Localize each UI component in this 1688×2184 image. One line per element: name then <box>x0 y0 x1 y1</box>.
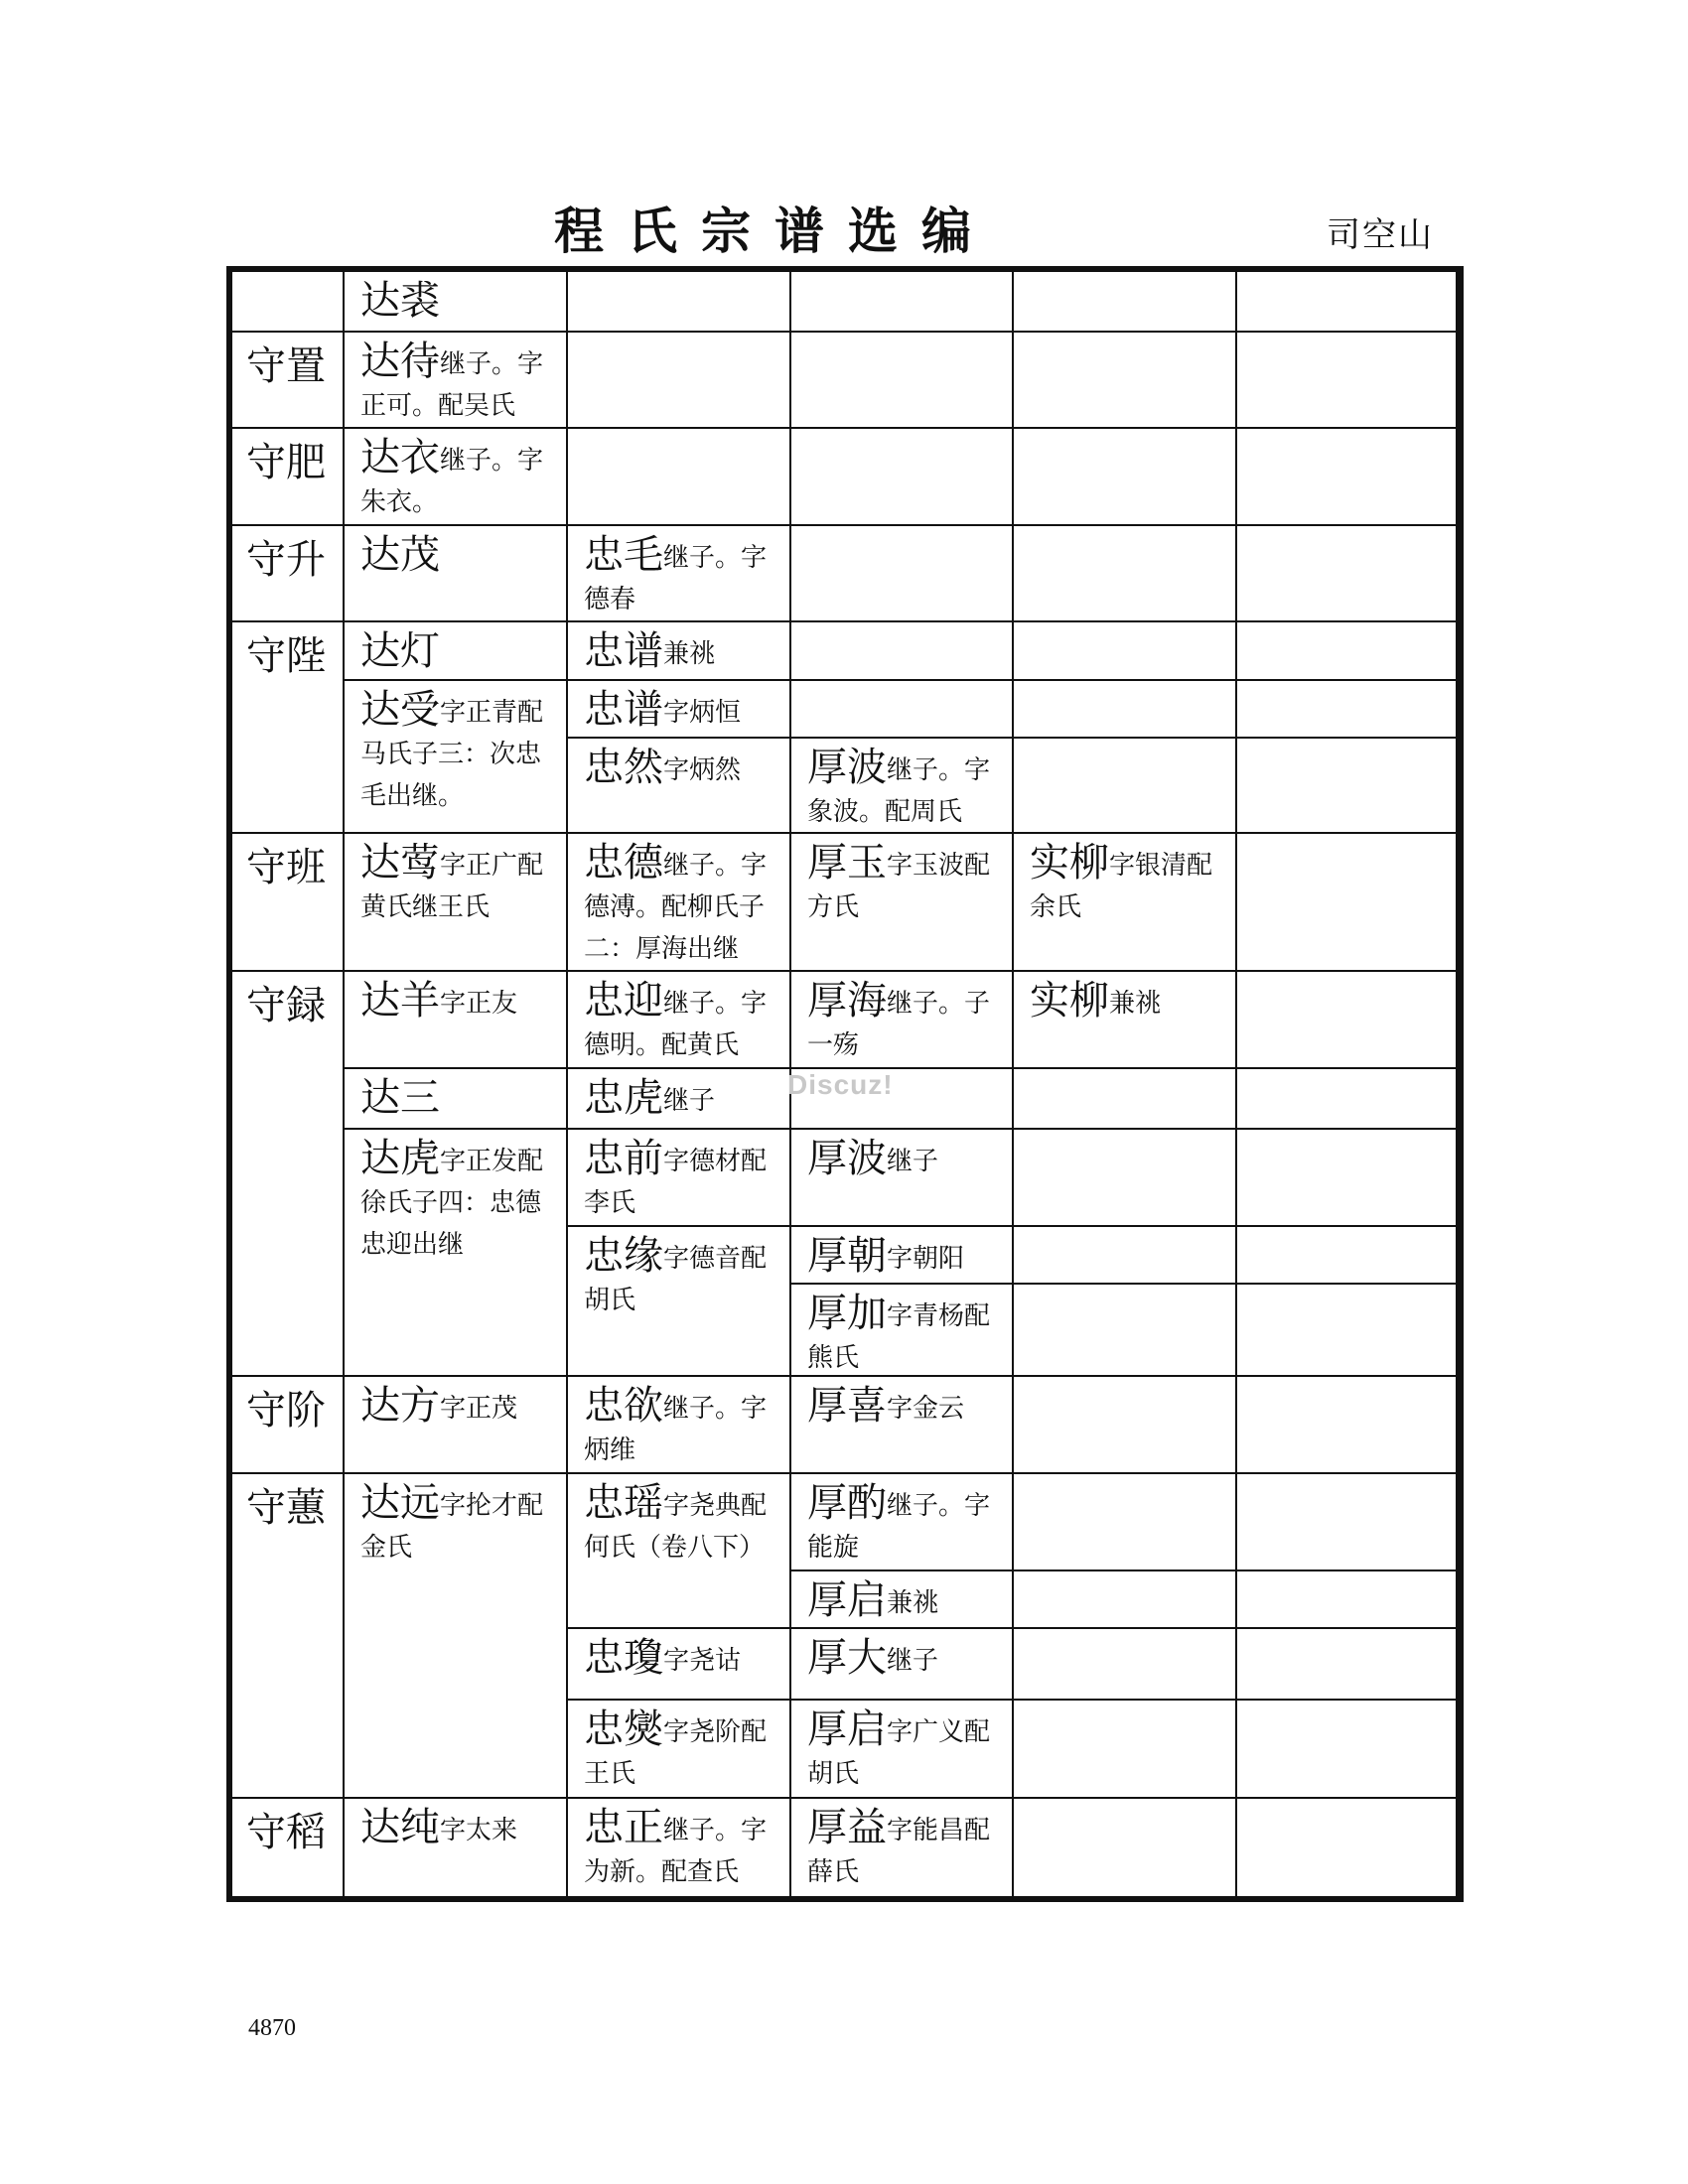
person-entry <box>791 1571 1012 1624</box>
person-name: 忠瓊 <box>584 1635 663 1681</box>
person-entry <box>791 834 1012 928</box>
table-cell <box>1237 1377 1458 1474</box>
person-entry <box>345 972 566 1024</box>
table-cell <box>345 834 568 972</box>
person-name: 忠前 <box>584 1136 663 1181</box>
table-cell <box>1014 1130 1237 1227</box>
table-cell <box>791 333 1014 429</box>
person-name: 忠正 <box>584 1805 663 1850</box>
person-name: 忠迎 <box>584 978 663 1024</box>
person-name: 达羊 <box>360 978 440 1024</box>
table-cell <box>568 1227 791 1377</box>
person-note: 继子。字德溥。配柳氏子二：厚海出继 <box>584 851 768 964</box>
person-entry <box>345 1130 566 1266</box>
table-cell <box>232 272 345 333</box>
table-cell <box>1014 333 1237 429</box>
table-cell <box>791 1799 1014 1896</box>
person-entry <box>568 1701 789 1795</box>
person-name: 达茂 <box>360 532 440 578</box>
person-note: 字银清配余氏 <box>1030 851 1213 922</box>
table-cell <box>1237 1130 1458 1227</box>
table-cell <box>345 526 568 622</box>
person-note: 继子。子一殇 <box>807 989 991 1060</box>
person-name: 厚喜 <box>807 1383 887 1429</box>
table-cell <box>791 739 1014 834</box>
table-cell <box>1014 1227 1237 1285</box>
table-cell <box>1237 681 1458 739</box>
person-name: 达三 <box>360 1075 440 1121</box>
table-cell <box>1014 1629 1237 1701</box>
person-name: 忠欲 <box>584 1383 663 1429</box>
table-cell <box>568 333 791 429</box>
person-name: 厚海 <box>807 978 887 1024</box>
person-note: 兼祧 <box>887 1588 939 1618</box>
person-note: 继子 <box>887 1646 939 1676</box>
table-cell <box>568 1799 791 1896</box>
group-label: 守録 <box>246 983 326 1028</box>
table-cell <box>568 272 791 333</box>
person-name: 忠毛 <box>584 532 663 578</box>
table-cell <box>345 681 568 834</box>
person-name: 达虎 <box>360 1136 440 1181</box>
person-name: 达远 <box>360 1480 440 1526</box>
person-note: 字能昌配薛氏 <box>807 1816 991 1887</box>
person-entry <box>345 1474 566 1569</box>
person-entry <box>568 739 789 791</box>
table-cell <box>345 1799 568 1896</box>
person-name: 忠德 <box>584 840 663 886</box>
person-name: 厚酌 <box>807 1480 887 1526</box>
person-note: 字尧典配何氏（卷八下） <box>584 1491 768 1563</box>
table-cell <box>791 1377 1014 1474</box>
page-number: 4870 <box>248 2015 296 2041</box>
person-name: 厚启 <box>807 1577 887 1623</box>
person-entry <box>568 1377 789 1471</box>
person-entry <box>345 272 566 325</box>
person-note: 字尧诂 <box>663 1646 742 1676</box>
person-name: 达方 <box>360 1383 440 1429</box>
table-cell <box>232 429 345 526</box>
person-name: 厚朝 <box>807 1233 887 1279</box>
table-cell <box>1237 1571 1458 1629</box>
person-note: 字尧阶配王氏 <box>584 1717 768 1789</box>
person-note: 继子。字正可。配吴氏 <box>360 349 544 421</box>
person-entry <box>791 739 1012 833</box>
table-cell <box>345 333 568 429</box>
table-cell <box>1237 526 1458 622</box>
person-entry <box>345 429 566 523</box>
table-cell <box>791 272 1014 333</box>
table-cell <box>568 1069 791 1130</box>
table-cell <box>345 272 568 333</box>
table-cell <box>791 1227 1014 1285</box>
table-cell <box>568 834 791 972</box>
person-note: 字朝阳 <box>887 1244 965 1274</box>
person-note: 字正茂 <box>440 1394 518 1424</box>
person-note: 字青杨配熊氏 <box>807 1301 991 1373</box>
person-entry <box>791 972 1012 1066</box>
person-note: 继子。字朱衣。 <box>360 446 544 517</box>
group-label: 守升 <box>246 537 326 583</box>
table-cell <box>1237 834 1458 972</box>
person-entry <box>791 1130 1012 1182</box>
person-note: 继子 <box>663 1086 716 1116</box>
table-cell <box>1237 272 1458 333</box>
person-name: 厚加 <box>807 1291 887 1336</box>
person-note: 字德材配李氏 <box>584 1147 768 1218</box>
table-cell <box>1014 1377 1237 1474</box>
table-cell <box>791 972 1014 1069</box>
table-cell <box>1237 429 1458 526</box>
person-name: 厚大 <box>807 1635 887 1681</box>
person-entry <box>568 1227 789 1321</box>
person-entry <box>345 526 566 579</box>
person-note: 继子。字能旋 <box>807 1491 991 1563</box>
person-note: 字正友 <box>440 989 518 1019</box>
person-name: 达纯 <box>360 1805 440 1850</box>
table-cell <box>568 739 791 834</box>
table-cell <box>232 834 345 972</box>
table-cell <box>791 1629 1014 1701</box>
person-name: 达衣 <box>360 435 440 480</box>
person-name: 忠爕 <box>584 1706 663 1752</box>
person-note: 字太来 <box>440 1816 518 1845</box>
table-cell <box>345 972 568 1069</box>
table-cell <box>1014 429 1237 526</box>
table-cell <box>791 526 1014 622</box>
table-cell <box>568 972 791 1069</box>
table-cell <box>345 622 568 681</box>
table-cell <box>568 1130 791 1227</box>
document-title: 程氏宗谱选编 <box>554 203 995 260</box>
table-cell <box>1237 622 1458 681</box>
person-entry <box>791 1377 1012 1430</box>
person-note: 字炳然 <box>663 755 742 785</box>
person-note: 继子。字德明。配黄氏 <box>584 989 768 1060</box>
person-note: 字正发配徐氏子四：忠德忠迎出继 <box>360 1147 544 1260</box>
table-cell <box>345 1130 568 1377</box>
group-label: 守蕙 <box>246 1485 326 1531</box>
person-entry <box>345 1377 566 1430</box>
group-label: 守置 <box>246 343 326 389</box>
person-name: 厚启 <box>807 1706 887 1752</box>
table-cell <box>1237 1629 1458 1701</box>
person-name: 达待 <box>360 339 440 384</box>
table-cell <box>232 1474 345 1799</box>
person-note: 字正广配黄氏继王氏 <box>360 851 544 922</box>
person-note: 继子。字德春 <box>584 543 768 614</box>
table-cell <box>1237 1069 1458 1130</box>
table-cell <box>1014 1069 1237 1130</box>
table-cell <box>1014 681 1237 739</box>
person-note: 字抡才配金氏 <box>360 1491 544 1563</box>
table-cell <box>568 622 791 681</box>
group-label: 守阶 <box>246 1388 326 1433</box>
table-cell <box>568 526 791 622</box>
person-entry <box>568 1069 789 1122</box>
table-cell <box>1014 739 1237 834</box>
person-entry <box>791 1474 1012 1569</box>
person-entry <box>568 681 789 734</box>
person-entry <box>568 622 789 675</box>
person-name: 厚玉 <box>807 840 887 886</box>
person-name: 厚益 <box>807 1805 887 1850</box>
table-cell <box>568 1474 791 1629</box>
person-entry <box>791 1799 1012 1893</box>
person-name: 忠缘 <box>584 1233 663 1279</box>
person-name: 忠虎 <box>584 1075 663 1121</box>
table-cell <box>345 1069 568 1130</box>
watermark: Discuz! <box>787 1069 894 1100</box>
table-cell <box>1014 1799 1237 1896</box>
table-cell <box>791 1474 1014 1571</box>
table-cell <box>232 622 345 834</box>
person-note: 字玉波配方氏 <box>807 851 991 922</box>
table-cell <box>1014 1701 1237 1799</box>
person-note: 字正青配马氏子三：次忠毛出继。 <box>360 698 544 811</box>
person-note: 继子。字象波。配周氏 <box>807 755 991 827</box>
table-cell <box>1014 1285 1237 1377</box>
region-label: 司空山 <box>1327 215 1434 255</box>
person-name: 忠然 <box>584 745 663 790</box>
table-cell <box>232 972 345 1377</box>
person-entry <box>568 1474 789 1569</box>
table-cell <box>1237 1474 1458 1571</box>
person-name: 忠谱 <box>584 687 663 733</box>
table-cell <box>1237 1285 1458 1377</box>
person-name: 忠瑶 <box>584 1480 663 1526</box>
group-label: 守肥 <box>246 440 326 485</box>
table-cell <box>1237 333 1458 429</box>
person-note: 继子 <box>887 1147 939 1176</box>
table-cell <box>791 622 1014 681</box>
person-entry <box>568 1130 789 1224</box>
table-cell <box>568 429 791 526</box>
person-name: 厚波 <box>807 745 887 790</box>
person-entry <box>568 526 789 620</box>
person-entry <box>791 1285 1012 1377</box>
person-name: 达灯 <box>360 628 440 674</box>
person-note: 字德音配胡氏 <box>584 1244 768 1315</box>
table-cell <box>568 1629 791 1701</box>
table-cell <box>232 333 345 429</box>
person-note: 字金云 <box>887 1394 965 1424</box>
person-entry <box>345 834 566 928</box>
person-name: 实柳 <box>1030 840 1109 886</box>
table-cell <box>568 681 791 739</box>
table-cell <box>568 1701 791 1799</box>
table-cell <box>1237 739 1458 834</box>
person-entry <box>345 622 566 675</box>
group-label: 守稻 <box>246 1810 326 1855</box>
table-cell <box>791 1571 1014 1629</box>
person-name: 忠谱 <box>584 628 663 674</box>
person-note: 兼祧 <box>663 639 716 669</box>
person-entry <box>568 972 789 1066</box>
table-cell <box>1014 526 1237 622</box>
table-cell <box>232 1377 345 1474</box>
person-entry <box>568 834 789 970</box>
person-name: 达受 <box>360 687 440 733</box>
table-cell <box>232 1799 345 1896</box>
person-note: 兼祧 <box>1109 989 1162 1019</box>
table-cell <box>1014 272 1237 333</box>
person-entry <box>345 1799 566 1851</box>
table-cell <box>568 1377 791 1474</box>
person-note: 字广义配胡氏 <box>807 1717 991 1789</box>
person-note: 继子。字炳维 <box>584 1394 768 1465</box>
person-entry <box>345 1069 566 1122</box>
person-name: 厚波 <box>807 1136 887 1181</box>
person-entry <box>791 1701 1012 1795</box>
person-name: 实柳 <box>1030 978 1109 1024</box>
table-cell <box>791 1701 1014 1799</box>
person-entry <box>568 1629 789 1682</box>
person-name: 达裘 <box>360 278 440 324</box>
table-cell <box>345 1377 568 1474</box>
person-entry <box>1014 834 1235 928</box>
table-cell <box>1237 972 1458 1069</box>
table-cell <box>1014 1474 1237 1571</box>
table-cell <box>791 681 1014 739</box>
person-note: 继子。字为新。配查氏 <box>584 1816 768 1887</box>
person-entry <box>791 1227 1012 1280</box>
table-cell <box>791 1130 1014 1227</box>
table-cell <box>1014 1571 1237 1629</box>
group-label: 守陛 <box>246 633 326 679</box>
table-cell <box>791 1285 1014 1377</box>
person-entry <box>345 681 566 817</box>
person-entry <box>791 1629 1012 1682</box>
table-cell <box>1014 834 1237 972</box>
person-entry <box>568 1799 789 1893</box>
table-cell <box>1014 622 1237 681</box>
table-cell <box>1237 1799 1458 1896</box>
person-note: 字炳恒 <box>663 698 742 728</box>
table-cell <box>791 429 1014 526</box>
table-cell <box>232 526 345 622</box>
table-cell <box>1237 1701 1458 1799</box>
table-cell <box>1237 1227 1458 1285</box>
table-cell <box>345 429 568 526</box>
person-entry <box>1014 972 1235 1024</box>
table-cell <box>345 1474 568 1799</box>
person-entry <box>345 333 566 427</box>
table-cell <box>1014 972 1237 1069</box>
table-cell <box>791 834 1014 972</box>
person-name: 达莺 <box>360 840 440 886</box>
group-label: 守班 <box>246 845 326 890</box>
